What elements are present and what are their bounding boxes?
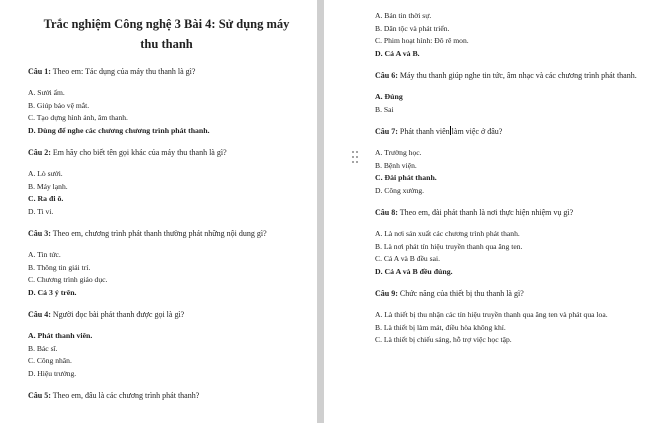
option: A. Là nơi sản xuất các chương trình phát thanh. [375,229,520,238]
question-7-options [375,147,638,197]
document-page-right[interactable] [324,0,650,423]
correct-option: C. Đài phát thanh. [375,173,437,182]
option: B. Là thiết bị làm mát, điều hòa không khí. [375,322,506,332]
option: C. Phim hoạt hình: Đô rê mon. [375,36,469,45]
question-number: Câu 6: [375,71,398,80]
correct-option: D. Cả 3 ý trên. [28,287,77,297]
option: A. Tin tức. [28,250,61,259]
question-2-options [28,168,305,218]
option: B. Máy lạnh. [28,181,68,191]
question-9-options [375,309,638,347]
option: C. Là thiết bị chiếu sáng, hỗ trợ việc học tập. [375,335,512,344]
question-number: Câu 5: [28,391,51,400]
correct-option: A. Đúng [375,92,403,101]
option: C. Chương trình giáo dục. [28,275,108,284]
question-4-options [28,330,305,380]
question-text: Theo em, chương trình phát thanh thường phát những nội dung gì? [52,229,267,238]
question-1-options [28,87,305,137]
question-number: Câu 4: [28,310,51,319]
question-6-options [375,91,638,116]
question-7[interactable] [375,126,638,137]
option: B. Sai [375,104,394,114]
option: C. Công nhân. [28,356,72,365]
question-text: Người đọc bài phát thanh được gọi là gì? [52,310,185,319]
option: B. Bác sĩ. [28,343,58,353]
question-3 [28,228,305,239]
question-3-options [28,249,305,299]
paragraph-drag-handle-icon[interactable] [352,151,358,165]
question-text-after-cursor: làm việc ở đâu? [451,127,503,136]
question-number: Câu 7: [375,127,398,136]
question-2 [28,147,305,158]
question-text: Theo em, đài phát thanh là nơi thực hiện nhiệm vụ gì? [399,208,574,217]
question-text: Theo em, đâu là các chương trình phát thanh? [52,391,200,400]
question-8-options [375,228,638,278]
option: C. Cả A và B đều sai. [375,254,440,263]
option: C. Tạo dựng hình ảnh, âm thanh. [28,113,128,122]
question-number: Câu 1: [28,67,51,76]
question-6 [375,70,638,81]
option: D. Ti vi. [28,206,54,216]
option: D. Công xưởng. [375,185,425,195]
option: B. Bệnh viện. [375,160,417,170]
question-number: Câu 3: [28,229,51,238]
document-page-left[interactable] [0,0,317,423]
question-number: Câu 9: [375,289,398,298]
question-text: Theo em: Tác dụng của máy thu thanh là gì? [52,67,196,76]
option: B. Thông tin giải trí. [28,262,91,272]
question-text: Máy thu thanh giúp nghe tin tức, âm nhạc và các chương trình phát thanh. [399,71,637,80]
document-title: Trắc nghiệm Công nghệ 3 Bài 4: Sử dụng máy thu thanh [43,17,290,51]
correct-option: D. Dùng để nghe các chương chương trình phát thanh. [28,125,210,135]
question-number: Câu 2: [28,148,51,157]
page-gutter [317,0,324,423]
question-5 [28,390,305,401]
option: B. Là nơi phát tín hiệu truyền thanh qua ăng ten. [375,241,523,251]
question-text: Chức năng của thiết bị thu thanh là gì? [399,289,524,298]
option: A. Là thiết bị thu nhận các tín hiệu truyền thanh qua ăng ten và phát qua loa. [375,310,608,319]
question-number: Câu 8: [375,208,398,217]
option: A. Lò sưởi. [28,169,63,178]
correct-option: C. Ra đi ô. [28,194,64,203]
option: A. Trường học. [375,148,422,157]
option: B. Giúp bảo vệ mắt. [28,100,90,110]
question-4 [28,309,305,320]
question-text-before-cursor: Phát thanh viên [399,127,450,136]
question-9 [375,288,638,299]
question-1 [28,66,305,77]
option: D. Hiệu trưởng. [28,368,77,378]
correct-option: D. Cả A và B đều đúng. [375,266,453,276]
question-text: Em hãy cho biết tên gọi khác của máy thu thanh là gì? [52,148,227,157]
option: A. Bản tin thời sự. [375,11,432,20]
question-5-options [375,10,638,60]
option: A. Sưởi ấm. [28,88,65,97]
option: B. Dân tộc và phát triển. [375,23,450,33]
correct-option: A. Phát thanh viên. [28,331,93,340]
question-8 [375,207,638,218]
correct-option: D. Cả A và B. [375,48,420,58]
